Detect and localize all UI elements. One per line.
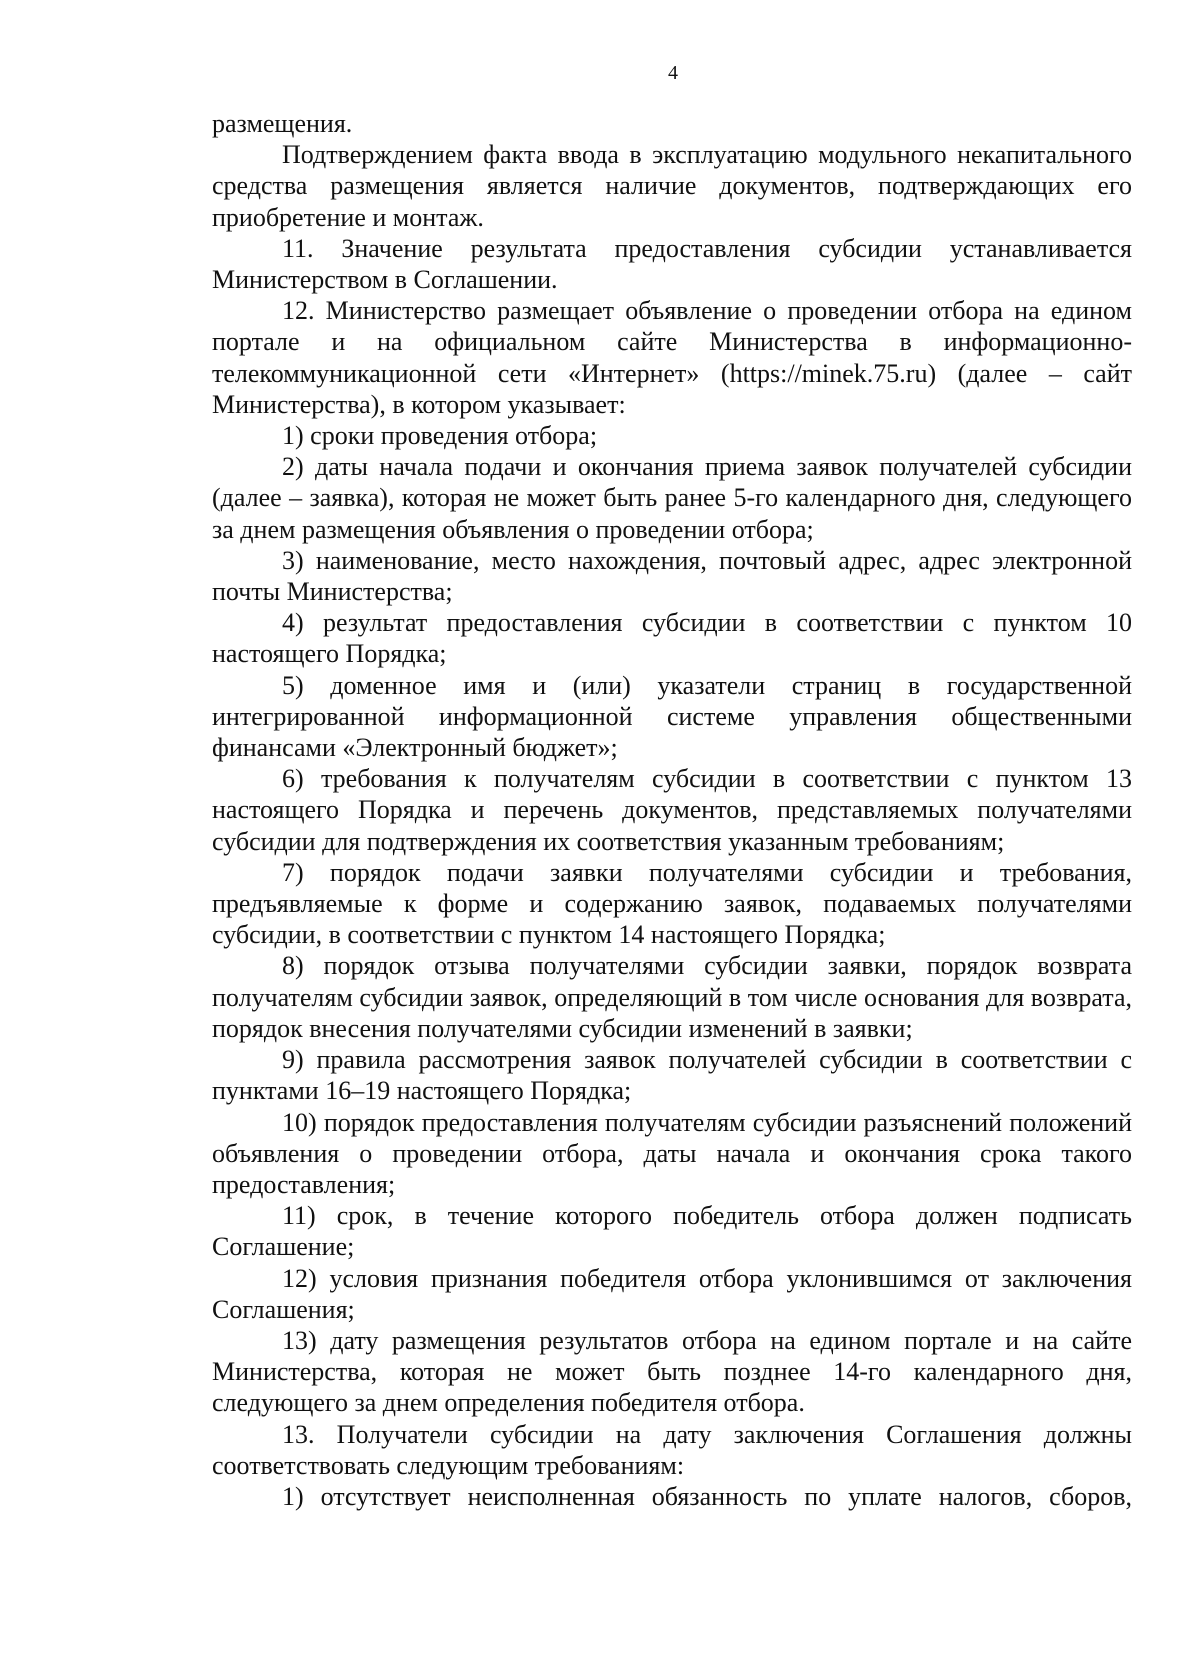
list-item: 3) наименование, место нахождения, почтовый адрес, адрес электронной почты Министерства; (212, 545, 1132, 607)
list-item: 7) порядок подачи заявки получателями субсидии и требования, предъявляемые к форме и содержанию заявок, подаваемых получателями субсидии, в соответствии с пунктом 14 настоящего Порядка; (212, 857, 1132, 950)
list-item: 10) порядок предоставления получателям субсидии разъяснений положений объявления о проведении отбора, даты начала и окончания срока такого предоставления; (212, 1107, 1132, 1199)
paragraph: Подтверждением факта ввода в эксплуатацию модульного некапитального средства размещения является наличие документов, подтверждающих его приобретение и монтаж. (212, 140, 1132, 232)
document-body (212, 108, 1132, 1512)
list-item: 1) отсутствует неисполненная обязанность по уплате налогов, сборов, (282, 1481, 1132, 1511)
list-item: 4) результат предоставления субсидии в соответствии с пунктом 10 настоящего Порядка; (212, 608, 1132, 669)
paragraph: 12. Министерство размещает объявление о проведении отбора на едином портале и на официальном сайте Министерства в информационно-телекоммуникационной сети «Интернет» (https://minek.75.ru) (далее – сайт Министерства), в котором указывает: (212, 296, 1132, 419)
paragraph: 11. Значение результата предоставления субсидии устанавливается Министерством в Соглашении. (212, 233, 1132, 295)
list-item: 9) правила рассмотрения заявок получателей субсидии в соответствии с пунктами 16–19 настоящего Порядка; (212, 1045, 1132, 1106)
paragraph: размещения. (212, 109, 353, 138)
page-number: 4 (668, 62, 678, 84)
list-item: 5) доменное имя и (или) указатели страниц в государственной интегрированной информационной системе управления общественными финансами «Электронный бюджет»; (212, 670, 1132, 763)
list-item: 2) даты начала подачи и окончания приема заявок получателей субсидии (далее – заявка), которая не может быть ранее 5-го календарного дня, следующего за днем размещения объявления о проведении отбора; (212, 452, 1132, 544)
list-item: 6) требования к получателям субсидии в соответствии с пунктом 13 настоящего Порядка и перечень документов, представляемых получателями субсидии для подтверждения их соответствия указанным требованиям; (212, 764, 1132, 856)
list-item: 11) срок, в течение которого победитель отбора должен подписать Соглашение; (212, 1201, 1132, 1262)
list-item: 13) дату размещения результатов отбора на едином портале и на сайте Министерства, которая не может быть позднее 14-го календарного дня, следующего за днем определения победителя отбора. (212, 1325, 1132, 1418)
list-item: 12) условия признания победителя отбора уклонившимся от заключения Соглашения; (212, 1263, 1132, 1324)
list-item: 8) порядок отзыва получателями субсидии заявки, порядок возврата получателям субсидии заявок, определяющий в том числе основания для возврата, порядок внесения получателями субсидии изменений в заявки; (212, 951, 1132, 1043)
list-item: 1) сроки проведения отбора; (282, 421, 598, 451)
paragraph: 13. Получатели субсидии на дату заключения Соглашения должны соответствовать следующим требованиям: (212, 1419, 1132, 1480)
